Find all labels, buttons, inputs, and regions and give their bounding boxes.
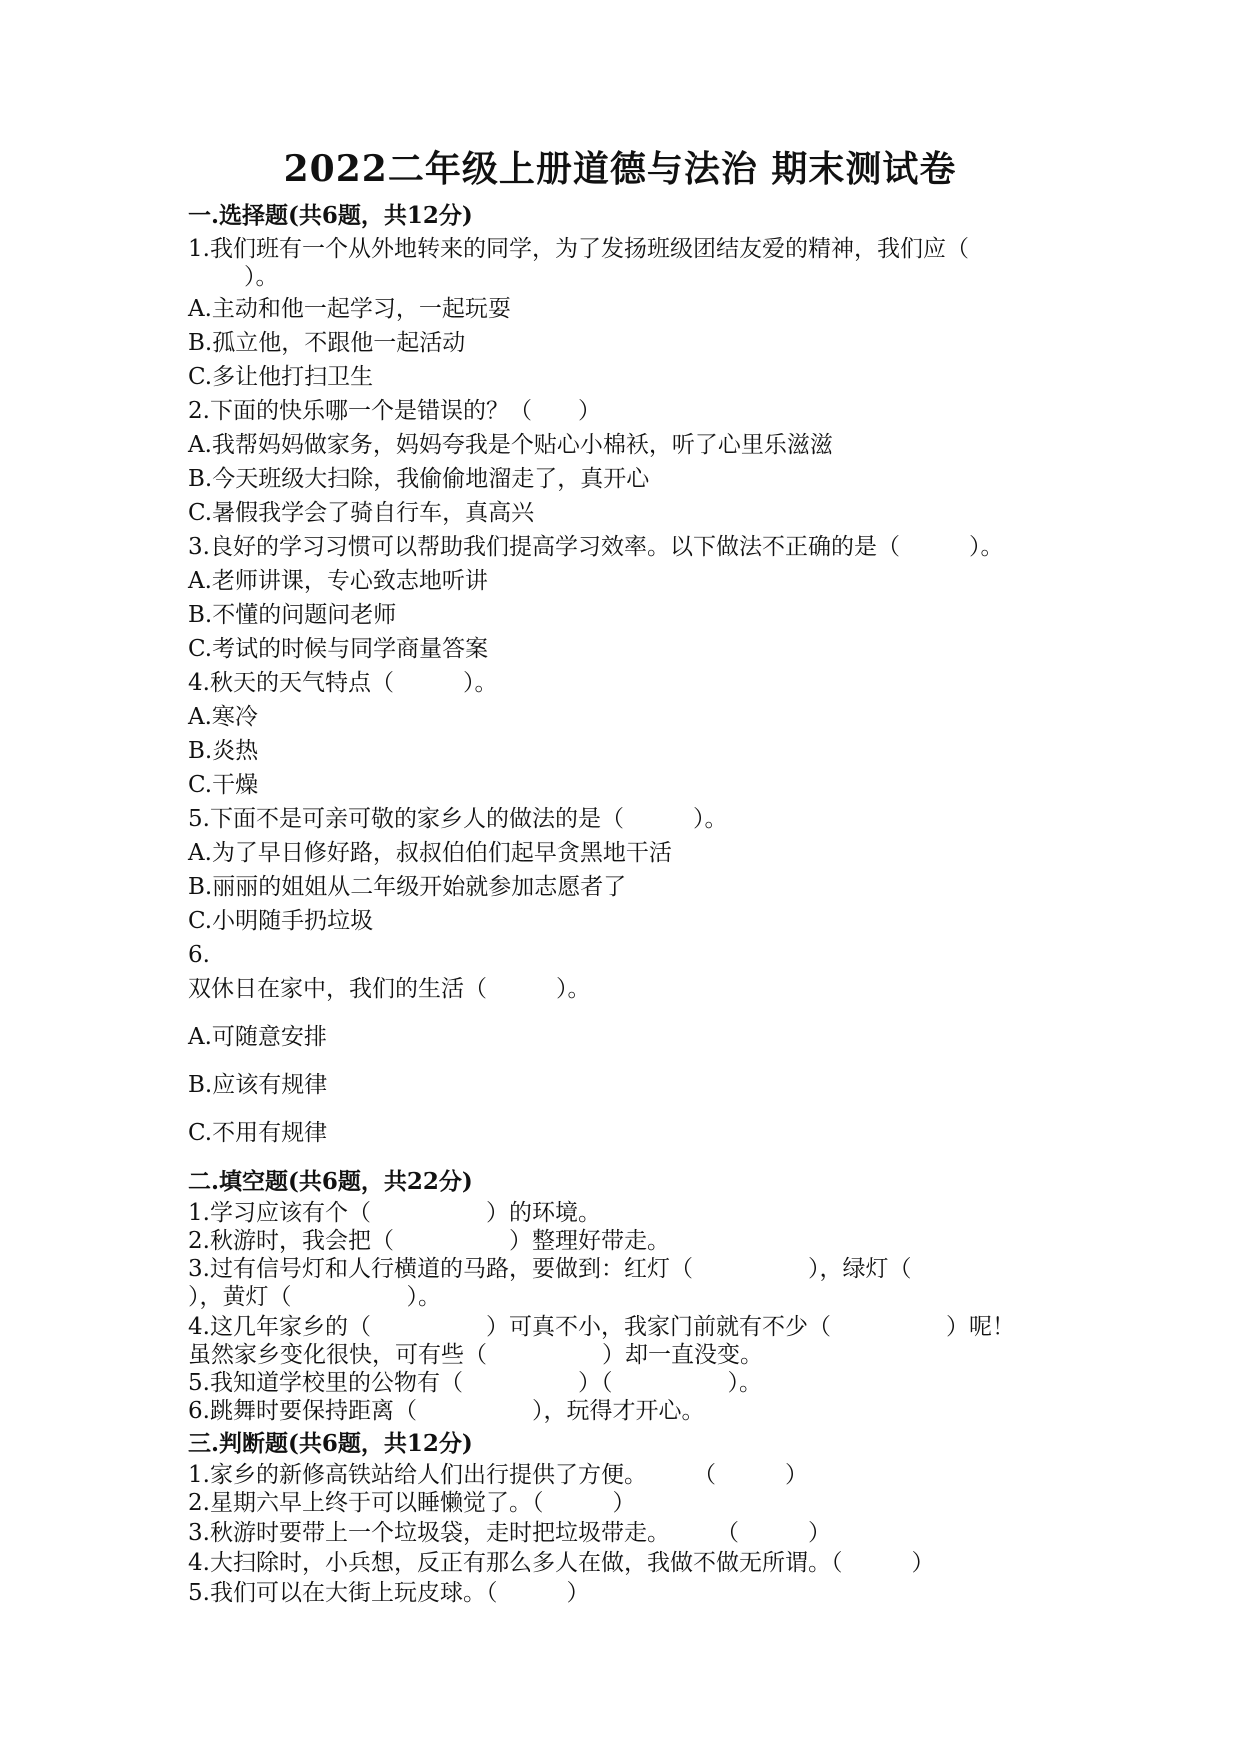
question-text: 4.这几年家乡的（ ）可真不小，我家门前就有不少（ ）呢！ — [188, 1314, 1015, 1340]
question-text: 双休日在家中，我们的生活（ ）。 — [188, 976, 591, 1002]
page-title: 2022二年级上册道德与法治 期末测试卷 — [283, 148, 957, 190]
option-text: C.暑假我学会了骑自行车，真高兴 — [188, 500, 535, 526]
option-text: C.干燥 — [188, 772, 259, 798]
question-text: 4.秋天的天气特点（ ）。 — [188, 670, 498, 696]
question-text: 4.大扫除时，小兵想，反正有那么多人在做，我做不做无所谓。（ ） — [188, 1550, 935, 1576]
option-text: B.丽丽的姐姐从二年级开始就参加志愿者了 — [188, 874, 627, 900]
option-text: B.不懂的问题问老师 — [188, 602, 397, 628]
question-text: 5.我知道学校里的公物有（ ）（ ）。 — [188, 1370, 762, 1396]
option-text: C.考试的时候与同学商量答案 — [188, 636, 489, 662]
question-text-continued: ），黄灯（ ）。 — [188, 1284, 441, 1310]
question-text: 2.秋游时，我会把（ ）整理好带走。 — [188, 1228, 670, 1254]
question-text-continued: 虽然家乡变化很快，可有些（ ）却一直没变。 — [188, 1342, 763, 1368]
option-text: C.不用有规律 — [188, 1120, 328, 1146]
option-text: A.我帮妈妈做家务，妈妈夸我是个贴心小棉袄，听了心里乐滋滋 — [188, 432, 833, 458]
option-text: A.可随意安排 — [188, 1024, 327, 1050]
option-text: A.老师讲课，专心致志地听讲 — [188, 568, 488, 594]
option-text: B.今天班级大扫除，我偷偷地溜走了，真开心 — [188, 466, 650, 492]
question-text: 3.过有信号灯和人行横道的马路，要做到：红灯（ ），绿灯（ — [188, 1256, 912, 1282]
option-text: B.孤立他，不跟他一起活动 — [188, 330, 466, 356]
question-text: 2.星期六早上终于可以睡懒觉了。（ ） — [188, 1490, 636, 1516]
question-text: 1.家乡的新修高铁站给人们出行提供了方便。 （ ） — [188, 1462, 808, 1488]
option-text: C.多让他打扫卫生 — [188, 364, 374, 390]
question-text-continued: ）。 — [244, 264, 279, 290]
option-text: A.主动和他一起学习，一起玩耍 — [188, 296, 511, 322]
question-text: 2.下面的快乐哪一个是错误的？（ ） — [188, 398, 601, 424]
question-text: 5.下面不是可亲可敬的家乡人的做法的是（ ）。 — [188, 806, 728, 832]
question-text: 6.跳舞时要保持距离（ ），玩得才开心。 — [188, 1398, 705, 1424]
question-text: 1.我们班有一个从外地转来的同学，为了发扬班级团结友爱的精神，我们应（ — [188, 236, 969, 262]
section-heading-fill: 二.填空题(共6题，共22分) — [188, 1168, 473, 1195]
section-heading-choice: 一.选择题(共6题，共12分) — [188, 202, 473, 229]
section-heading-judgement: 三.判断题(共6题，共12分) — [188, 1430, 473, 1457]
option-text: A.寒冷 — [188, 704, 258, 730]
option-text: B.应该有规律 — [188, 1072, 328, 1098]
question-number: 6. — [188, 942, 210, 968]
question-text: 1.学习应该有个（ ）的环境。 — [188, 1200, 601, 1226]
option-text: A.为了早日修好路，叔叔伯伯们起早贪黑地干活 — [188, 840, 672, 866]
question-text: 3.良好的学习习惯可以帮助我们提高学习效率。以下做法不正确的是（ ）。 — [188, 534, 1004, 560]
question-text: 5.我们可以在大街上玩皮球。（ ） — [188, 1580, 590, 1606]
option-text: C.小明随手扔垃圾 — [188, 908, 374, 934]
option-text: B.炎热 — [188, 738, 259, 764]
question-text: 3.秋游时要带上一个垃圾袋，走时把垃圾带走。 （ ） — [188, 1520, 831, 1546]
